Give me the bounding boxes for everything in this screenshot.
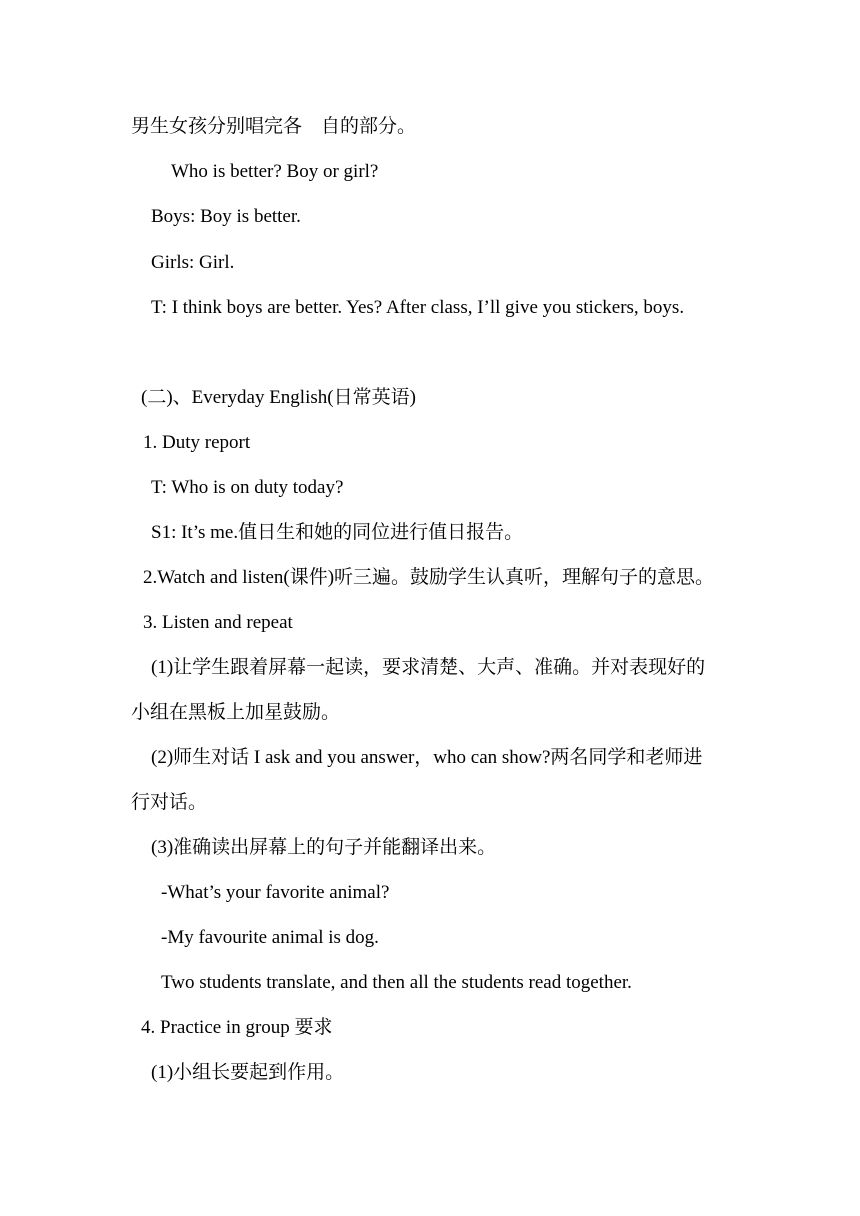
text-line-2: Who is better? Boy or girl? xyxy=(171,161,379,182)
text-line-16: (3)准确读出屏幕上的句子并能翻译出来。 xyxy=(151,837,497,858)
text-line-7: 1. Duty report xyxy=(143,432,251,453)
text-line-18: -My favourite animal is dog. xyxy=(161,927,379,948)
text-line-21: (1)小组长要起到作用。 xyxy=(151,1062,345,1083)
text-line-20: 4. Practice in group 要求 xyxy=(141,1017,333,1038)
text-line-1: 男生女孩分别唱完各 自的部分。 xyxy=(131,116,417,137)
text-line-9: S1: It’s me.值日生和她的同位进行值日报告。 xyxy=(151,522,524,543)
text-line-19: Two students translate, and then all the students read together. xyxy=(161,972,632,993)
text-line-4: Girls: Girl. xyxy=(151,252,235,273)
text-line-3: Boys: Boy is better. xyxy=(151,206,301,227)
text-line-8: T: Who is on duty today? xyxy=(151,477,344,498)
text-line-17: -What’s your favorite animal? xyxy=(161,882,390,903)
text-line-13: 小组在黑板上加星鼓励。 xyxy=(131,702,341,723)
text-line-15: 行对话。 xyxy=(131,792,208,813)
text-line-5: T: I think boys are better. Yes? After class, I’ll give you stickers, boys. xyxy=(151,297,685,318)
text-line-14: (2)师生对话 I ask and you answer，who can show?两名同学和老师进 xyxy=(151,747,703,768)
text-line-11: 3. Listen and repeat xyxy=(143,612,293,633)
text-line-12: (1)让学生跟着屏幕一起读，要求清楚、大声、准确。并对表现好的 xyxy=(151,657,706,678)
text-line-10: 2.Watch and listen(课件)听三遍。鼓励学生认真听，理解句子的意思。 xyxy=(143,567,715,588)
section-heading-everyday-english: (二)、Everyday English(日常英语) xyxy=(141,387,416,408)
